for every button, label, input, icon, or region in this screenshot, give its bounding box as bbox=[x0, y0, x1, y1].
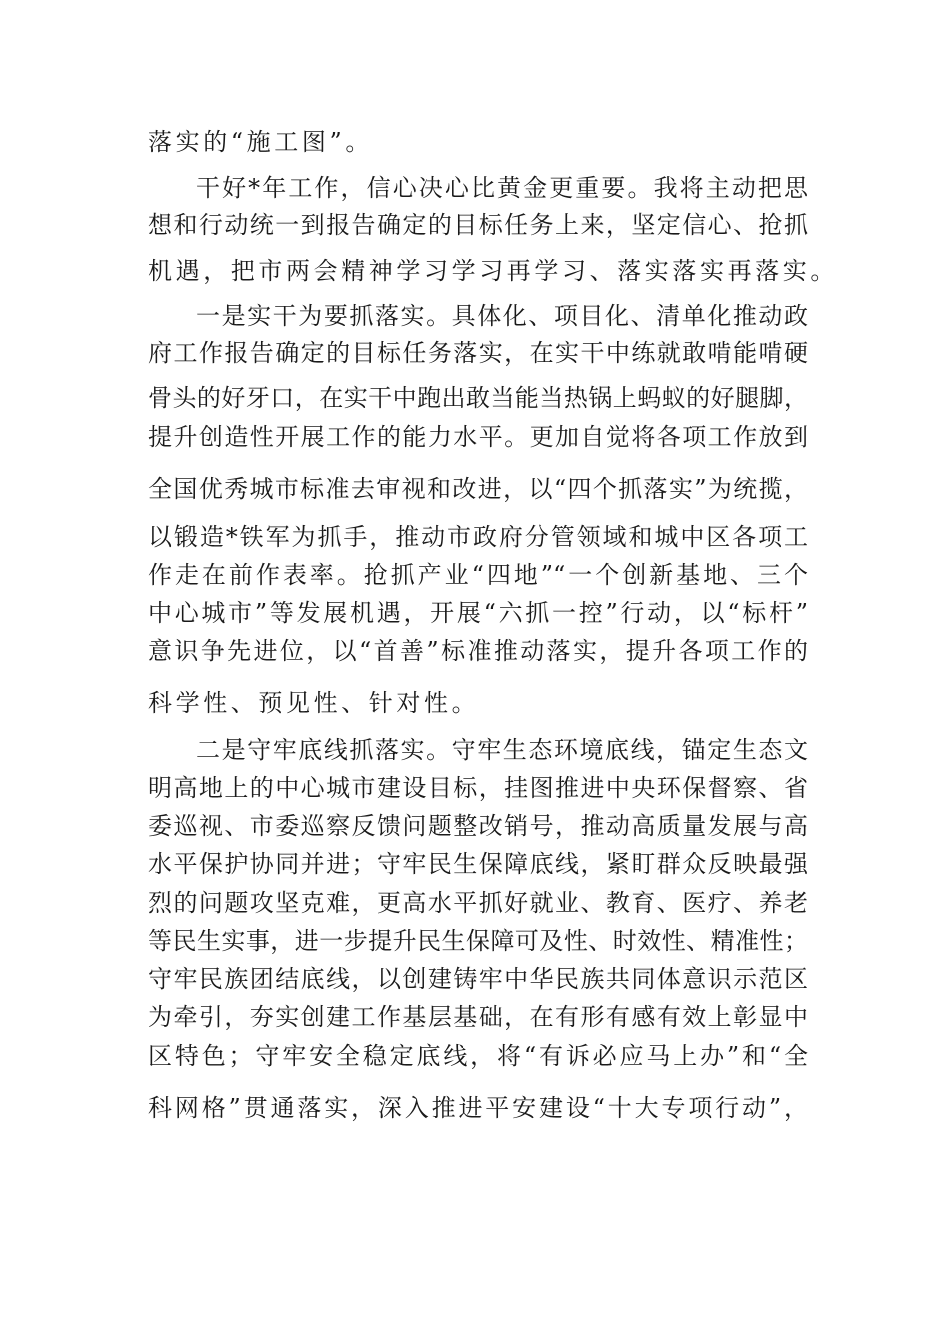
text-line: 区特色；守牢安全稳定底线，将“有诉必应马上办”和“全 bbox=[148, 1042, 808, 1070]
text-line: 落实的“施工图”。 bbox=[148, 128, 373, 156]
text-line: 府工作报告确定的目标任务落实，在实干中练就敢啃能啃硬 bbox=[148, 339, 808, 367]
text-line: 明高地上的中心城市建设目标，挂图推进中央环保督察、省 bbox=[148, 774, 808, 802]
text-line: 烈的问题攻坚克难，更高水平抓好就业、教育、医疗、养老 bbox=[148, 889, 808, 917]
text-line: 为牵引，夯实创建工作基层基础，在有形有感有效上彰显中 bbox=[148, 1003, 808, 1031]
text-line: 骨头的好牙口，在实干中跑出敢当能当热锅上蚂蚁的好腿脚， bbox=[148, 384, 808, 412]
text-line: 机遇，把市两会精神学习学习再学习、落实落实再落实。 bbox=[148, 257, 838, 285]
text-line: 中心城市”等发展机遇，开展“六抓一控”行动，以“标杆” bbox=[148, 599, 808, 627]
text-line: 科学性、预见性、针对性。 bbox=[148, 689, 480, 717]
text-line: 科网格”贯通落实，深入推进平安建设“十大专项行动”， bbox=[148, 1094, 808, 1122]
paragraph-first-line: 二是守牢底线抓落实。守牢生态环境底线，锚定生态文 bbox=[196, 736, 808, 764]
text-line: 全国优秀城市标准去审视和改进，以“四个抓落实”为统揽， bbox=[148, 475, 808, 503]
text-line: 想和行动统一到报告确定的目标任务上来，坚定信心、抢抓 bbox=[148, 211, 808, 239]
text-line: 委巡视、市委巡察反馈问题整改销号，推动高质量发展与高 bbox=[148, 812, 808, 840]
text-line: 作走在前作表率。抢抓产业“四地”“一个创新基地、三个 bbox=[148, 561, 808, 589]
text-line: 提升创造性开展工作的能力水平。更加自觉将各项工作放到 bbox=[148, 423, 808, 451]
text-line: 等民生实事，进一步提升民生保障可及性、时效性、精准性； bbox=[148, 927, 808, 955]
text-line: 以锻造*铁军为抓手，推动市政府分管领域和城中区各项工 bbox=[148, 523, 808, 551]
text-line: 守牢民族团结底线，以创建铸牢中华民族共同体意识示范区 bbox=[148, 965, 808, 993]
paragraph-first-line: 一是实干为要抓落实。具体化、项目化、清单化推动政 bbox=[196, 302, 808, 330]
text-line: 意识争先进位，以“首善”标准推动落实，提升各项工作的 bbox=[148, 637, 808, 665]
paragraph-first-line: 干好*年工作，信心决心比黄金更重要。我将主动把思 bbox=[196, 174, 808, 202]
text-line: 水平保护协同并进；守牢民生保障底线，紧盯群众反映最强 bbox=[148, 850, 808, 878]
